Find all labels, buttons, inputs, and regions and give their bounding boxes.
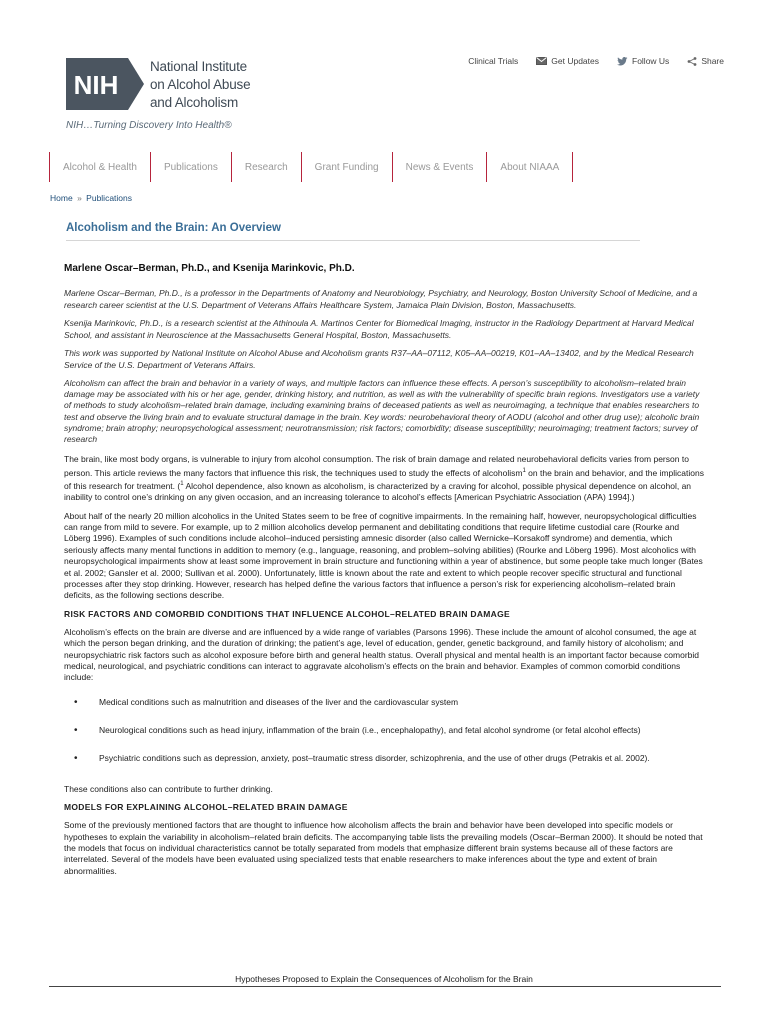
- org-name-line-3: and Alcoholism: [150, 95, 239, 110]
- envelope-icon: [536, 57, 547, 65]
- follow-us-label: Follow Us: [632, 56, 670, 66]
- paragraph-intro-part-c: Alcohol dependence, also known as alcoholism, is characterized by a craving for alcohol, possible physical dependence on alcohol, an inability to control one’s drinking on any given occasion, and an increasing tolerance to alcohol’s effects [American Psychiatric Association (APA) 1994].): [64, 480, 692, 503]
- nav-alcohol-health[interactable]: Alcohol & Health: [49, 152, 150, 182]
- breadcrumb-separator: »: [77, 193, 82, 203]
- paragraph-intro: [64, 454, 706, 503]
- org-name-line-1: National Institute: [150, 59, 247, 74]
- paragraph-intro-part-a: The brain, like most body organs, is vulnerable to injury from alcohol consumption. The risk of brain damage and related neurobehavioral deficits varies from person to person. This article reviews the many factors that influence this risk, the techniques used to study the effects of alcoholism: [64, 454, 689, 478]
- bullet-dot: •: [74, 724, 78, 736]
- follow-us-link[interactable]: [617, 56, 669, 66]
- article-authors: Marlene Oscar–Berman, Ph.D., and Ksenija Marinkovic, Ph.D.: [64, 263, 355, 274]
- nav-news-events[interactable]: News & Events: [392, 152, 487, 182]
- list-item: [64, 753, 706, 764]
- paragraph-risk-factors: Alcoholism’s effects on the brain are diverse and are influenced by a wide range of variables (Parsons 1996). These include the amount of alcohol consumed, the age at which the person began drinking, and the duration of drinking; the patient’s age, level of education, gender, genetic background, and family history of alcoholism; and neuropsychiatric risk factors such as alcohol exposure before birth and general health status. Overall physical and mental health is an important factor because comorbid medical, neurological, and psychiatric conditions can interact to aggravate alcoholism’s effects on the brain and behavior. Examples of common comorbid conditions include:: [64, 626, 700, 683]
- paragraph-models: Some of the previously mentioned factors that are thought to influence how alcoholism affects the brain and behavior have been developed into specific models or hypotheses to explain the variability in alcoholism–related brain deficits. The accompanying table lists the prevailing models (Oscar–Berman 2000). It should be noted that the models that focus on individual characteristics cannot be totally separated from models that emphasize different brain systems because all of these factors are interrelated. Several of the models have been evaluated using specialized tests that enable researchers to make inferences about the type and extent of brain abnormalities.: [64, 820, 703, 876]
- utility-links: [468, 56, 724, 66]
- nih-logo[interactable]: [66, 58, 266, 112]
- funding-note: This work was supported by National Institute on Alcohol Abuse and Alcoholism grants R37–AA–07112, K05–AA–00219, K01–AA–13402, and by the Medical Research Service of the U.S. Department of Veterans Affairs.: [64, 348, 694, 370]
- article-body: [64, 263, 706, 884]
- share-link[interactable]: [687, 56, 724, 66]
- org-name-line-2: on Alcohol Abuse: [150, 77, 251, 92]
- page-title: Alcoholism and the Brain: An Overview: [66, 222, 281, 234]
- breadcrumb: [50, 193, 132, 203]
- breadcrumb-publications[interactable]: Publications: [86, 193, 133, 203]
- bullet-dot: •: [74, 752, 78, 764]
- bullet-dot: •: [74, 696, 78, 708]
- paragraph-further-drinking: These conditions also can contribute to further drinking.: [64, 783, 273, 794]
- table-caption: Hypotheses Proposed to Explain the Consequences of Alcoholism for the Brain: [235, 974, 533, 984]
- site-header: [0, 0, 768, 150]
- nav-grant-funding[interactable]: Grant Funding: [301, 152, 392, 182]
- share-icon: [687, 57, 697, 66]
- title-divider: [66, 240, 640, 241]
- nav-about-niaaa[interactable]: About NIAAA: [486, 152, 573, 182]
- breadcrumb-home[interactable]: Home: [50, 193, 73, 203]
- paragraph-intro-part-b: on the brain and behavior, and the implications of this research for treatment. (: [64, 467, 704, 491]
- clinical-trials-label: Clinical Trials: [468, 56, 519, 66]
- list-item-text: Psychiatric conditions such as depression, anxiety, post–traumatic stress disorder, schizophrenia, and the use of other drugs (Petrakis et al. 2002).: [99, 752, 650, 763]
- get-updates-link[interactable]: [536, 56, 599, 66]
- share-label: Share: [701, 56, 724, 66]
- table-top-rule: [49, 986, 721, 987]
- clinical-trials-link[interactable]: [468, 56, 518, 66]
- nih-logo-mark: [66, 58, 144, 110]
- section-heading-risk-factors: RISK FACTORS AND COMORBID CONDITIONS THAT INFLUENCE ALCOHOL–RELATED BRAIN DAMAGE: [64, 608, 511, 619]
- author-affiliation-1: Marlene Oscar–Berman, Ph.D., is a professor in the Departments of Anatomy and Neurobiology, Psychiatry, and Neurology, Boston University School of Medicine, and a research career scientist at the U.S. Department of Veterans Affairs Healthcare System, Jamaica Plain Division, Boston, Massachusetts.: [64, 288, 698, 310]
- list-item-text: Medical conditions such as malnutrition and diseases of the liver and the cardiovascular system: [99, 696, 459, 707]
- list-item: [64, 697, 706, 708]
- twitter-bird-icon: [617, 57, 628, 66]
- list-item-text: Neurological conditions such as head injury, inflammation of the brain (i.e., encephalopathy), and fetal alcohol syndrome (or fetal alcohol effects): [99, 724, 641, 735]
- footnote-ref-2[interactable]: 1: [180, 480, 184, 487]
- nih-logo-mark-text: NIH: [73, 70, 119, 100]
- org-name: [150, 58, 250, 112]
- paragraph-prevalence: About half of the nearly 20 million alcoholics in the United States seem to be free of cognitive impairments. In the remaining half, however, neuropsychological difficulties can range from mild to severe. For example, up to 2 million alcoholics develop permanent and debilitating conditions that require lifetime custodial care (Rourke and Löberg 1996). Examples of such conditions include alcohol–induced persisting amnesic disorder (also called Wernicke–Korsakoff syndrome) and dementia, which seriously affects many mental functions in addition to memory (e.g., language, reasoning, and problem–solving abilities) (Rourke and Löberg 1996). Most alcoholics with neuropsychological impairments show at least some improvement in brain structure and functioning within a year of abstinence, but some people take much longer (Bates et al. 2002; Gansler et al. 2000; Sullivan et al. 2000). Unfortunately, little is known about the rate and extent to which people recover specific structural and functional processes after they stop drinking. However, research has helped define the various factors that influence a person’s risk for experiencing alcoholism–related brain deficits, as the following sections describe.: [64, 510, 703, 601]
- section-heading-models: MODELS FOR EXPLAINING ALCOHOL–RELATED BRAIN DAMAGE: [64, 802, 348, 813]
- nav-publications[interactable]: Publications: [150, 152, 231, 182]
- tagline: NIH…Turning Discovery Into Health®: [66, 120, 232, 131]
- author-affiliation-2: Ksenija Marinkovic, Ph.D., is a research scientist at the Athinoula A. Martinos Center for Biomedical Imaging, instructor in the Radiology Department at Harvard Medical School, and assistant in Neuroscience at the Massachusetts General Hospital, Boston, Massachusetts.: [64, 318, 694, 340]
- list-item: [64, 725, 706, 736]
- article-abstract: Alcoholism can affect the brain and behavior in a variety of ways, and multiple factors can influence these effects. A person’s susceptibility to alcoholism–related brain damage may be associated with his or her age, gender, drinking history, and nutrition, as well as with the vulnerability of specific brain regions. Investigators use a variety of methods to study alcoholism–related brain damage, including examining brains of deceased patients as well as neuroimaging, a technique that enables researchers to test and observe the living brain and to evaluate structural damage in the brain. Key words: neurobehavioral theory of AODU (alcohol and other drug use); alcoholic brain syndrome; brain atrophy; neuropsychological assessment; neurotransmission; risk factors; comorbidity; disease susceptibility; neuroimaging; treatment factors; survey of research: [64, 378, 700, 445]
- footnote-ref-1[interactable]: 1: [522, 467, 526, 474]
- nav-research[interactable]: Research: [231, 152, 301, 182]
- comorbid-conditions-list: [64, 697, 706, 764]
- get-updates-label: Get Updates: [551, 56, 599, 66]
- main-nav: [49, 152, 627, 182]
